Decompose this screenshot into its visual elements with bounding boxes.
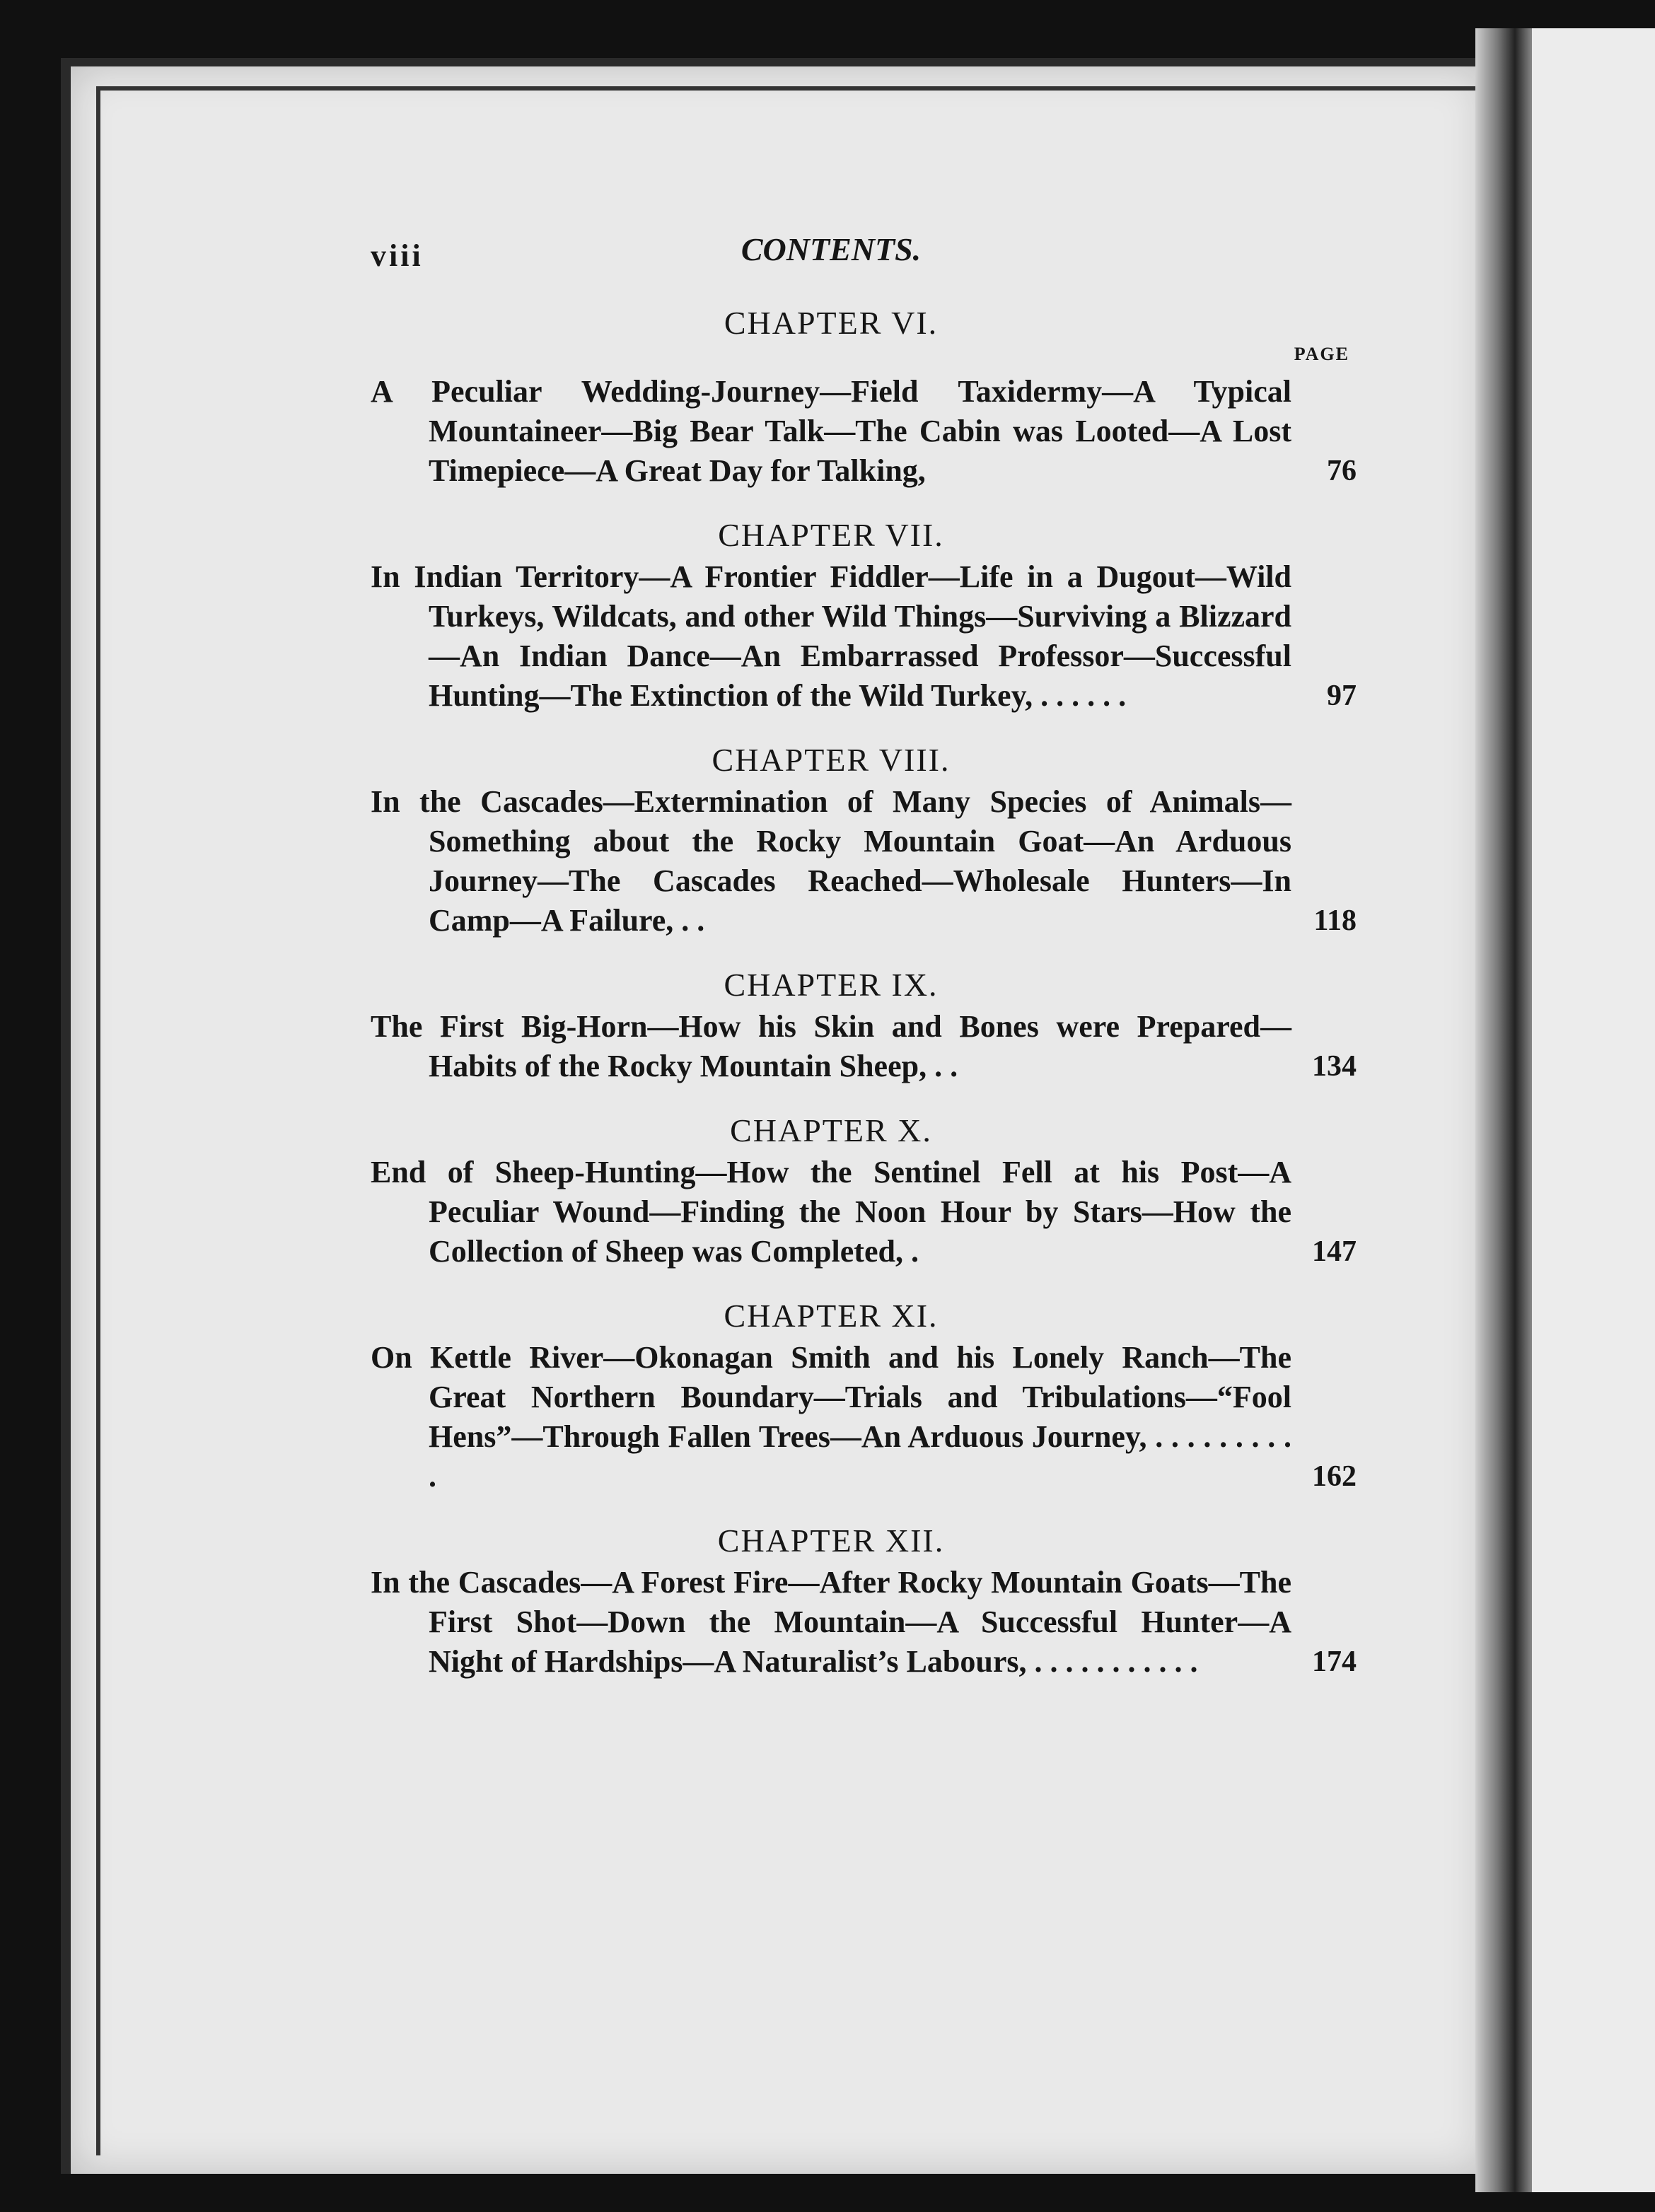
- toc-entry: [371, 1563, 1357, 1682]
- toc-entry: [371, 557, 1357, 716]
- chapter-page-number: 162: [1312, 1460, 1357, 1493]
- book-gutter: [1475, 28, 1532, 2192]
- chapter-summary: The First Big-Horn—How his Skin and Bones were Prepared—Habits of the Rocky Mountain Sheep, . .: [371, 1009, 1291, 1083]
- chapter-heading: CHAPTER VIII.: [712, 742, 951, 778]
- toc-entry: [371, 1153, 1357, 1271]
- toc-entry: [371, 782, 1357, 941]
- chapter-page-number: 97: [1327, 680, 1357, 712]
- chapter-heading: CHAPTER VII.: [718, 517, 944, 553]
- toc-entry: [371, 372, 1357, 491]
- facing-page-edge: [1532, 28, 1655, 2192]
- page-column-label: PAGE: [1294, 344, 1349, 364]
- chapter-heading: CHAPTER XII.: [717, 1523, 945, 1559]
- chapter-page-number: 134: [1312, 1050, 1357, 1083]
- running-head: [371, 225, 1291, 281]
- toc-chapter-9: [371, 967, 1357, 1086]
- chapter-summary: End of Sheep-Hunting—How the Sentinel Fell at his Post—A Peculiar Wound—Finding the Noon Hour by Stars—How the Collection of Sheep was Completed, .: [371, 1155, 1291, 1269]
- chapter-heading: CHAPTER XI.: [724, 1298, 939, 1334]
- toc-chapter-7: [371, 517, 1357, 716]
- contents-page-body: [371, 225, 1357, 1682]
- running-title: CONTENTS.: [741, 231, 922, 267]
- toc-entry: [371, 1338, 1357, 1496]
- chapter-summary: In Indian Territory—A Frontier Fiddler—Life in a Dugout—Wild Turkeys, Wildcats, and other Wild Things—Surviving a Blizzard—An Indian Dance—An Embarrassed Professor—Successful Hunting—The Extinction of the Wild Turkey, . . . . . .: [371, 559, 1291, 713]
- toc-chapter-12: [371, 1523, 1357, 1682]
- toc-chapter-10: [371, 1112, 1357, 1271]
- toc-chapter-11: [371, 1298, 1357, 1496]
- chapter-summary: In the Cascades—A Forest Fire—After Rocky Mountain Goats—The First Shot—Down the Mountain—A Successful Hunter—A Night of Hardships—A Naturalist’s Labours, . . . . . . . . . . .: [371, 1565, 1291, 1679]
- chapter-summary: A Peculiar Wedding-Journey—Field Taxidermy—A Typical Mountaineer—Big Bear Talk—The Cabin was Looted—A Lost Timepiece—A Great Day for Talking,: [371, 374, 1291, 488]
- toc-chapter-6: [371, 305, 1357, 491]
- chapter-heading: CHAPTER X.: [730, 1112, 932, 1148]
- toc-entry: [371, 1007, 1357, 1086]
- chapter-heading: CHAPTER IX.: [724, 967, 939, 1003]
- page-folio: viii: [371, 238, 424, 273]
- chapter-summary: On Kettle River—Okonagan Smith and his Lonely Ranch—The Great Northern Boundary—Trials and Tribulations—“Fool Hens”—Through Fallen Trees—An Arduous Journey, . . . . . . . . . .: [371, 1340, 1291, 1494]
- chapter-page-number: 118: [1313, 904, 1357, 937]
- chapter-heading: CHAPTER VI.: [724, 305, 939, 341]
- chapter-summary: In the Cascades—Extermination of Many Species of Animals—Something about the Rocky Mountain Goat—An Arduous Journey—The Cascades Reached—Wholesale Hunters—In Camp—A Failure, . .: [371, 784, 1291, 938]
- chapter-page-number: 76: [1327, 455, 1357, 487]
- chapter-page-number: 174: [1312, 1646, 1357, 1678]
- toc-chapter-8: [371, 742, 1357, 941]
- chapter-page-number: 147: [1312, 1235, 1357, 1268]
